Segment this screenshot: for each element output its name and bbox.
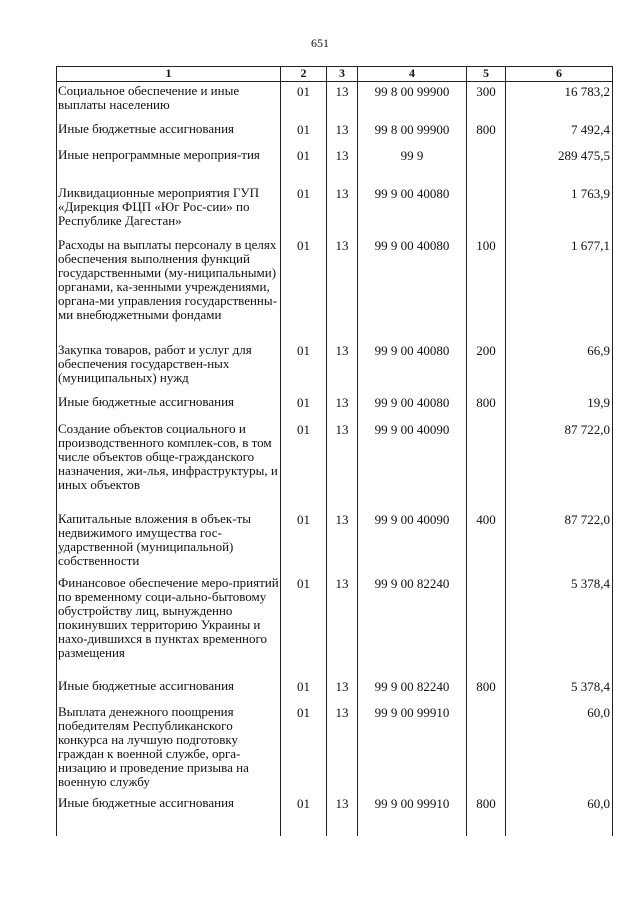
row-csr: 99 9 00 99910 (374, 796, 450, 811)
row-rz: 01 (297, 343, 310, 358)
row-pr: 13 (335, 395, 349, 410)
row-sum: 289 475,5 (558, 148, 610, 163)
row-csr: 99 9 00 40090 (374, 422, 450, 437)
row-pr: 13 (335, 186, 349, 201)
row-name: Выплата денежного поощрения победителям Республиканского конкурса на лучшую подготовку граждан к военной службе, орга-низацию и проведение призыва на военную службу (58, 704, 249, 789)
row-vr: 300 (476, 84, 496, 99)
row-vr: 800 (476, 122, 496, 137)
row-sum: 87 722,0 (564, 512, 610, 527)
col-border-0 (56, 66, 57, 836)
row-pr: 13 (335, 576, 349, 591)
col-border-4 (466, 66, 467, 836)
row-name: Капитальные вложения в объек-ты недвижимого имущества гос-ударственной (муниципальной) собственности (58, 511, 251, 568)
row-name: Иные непрограммные мероприя-тия (58, 147, 260, 162)
row-name: Иные бюджетные ассигнования (58, 678, 235, 693)
row-sum: 66,9 (587, 343, 610, 358)
row-rz: 01 (297, 238, 310, 253)
header-bottom-border (56, 81, 613, 82)
row-rz: 01 (297, 84, 310, 99)
row-rz: 01 (297, 186, 310, 201)
row-sum: 87 722,0 (564, 422, 610, 437)
row-pr: 13 (335, 705, 349, 720)
row-name: Создание объектов социального и производственного комплек-сов, в том числе объектов обще-гражданского назначения, жи-лья, инфраструктуры, и иных объектов (58, 421, 278, 492)
row-pr: 13 (335, 84, 349, 99)
row-csr: 99 8 00 99900 (374, 122, 450, 137)
row-rz: 01 (297, 796, 310, 811)
row-pr: 13 (335, 343, 349, 358)
col-border-6 (612, 66, 613, 836)
row-csr: 99 9 00 40080 (374, 343, 450, 358)
row-name: Закупка товаров, работ и услуг для обеспечения государствен-ных (муниципальных) нужд (58, 342, 252, 385)
header-col-3: 3 (339, 66, 345, 80)
row-name: Социальное обеспечение и иные выплаты населению (58, 83, 240, 112)
row-rz: 01 (297, 512, 310, 527)
row-pr: 13 (335, 122, 349, 137)
row-sum: 7 492,4 (571, 122, 610, 137)
row-name: Иные бюджетные ассигнования (58, 394, 235, 409)
row-name: Иные бюджетные ассигнования (58, 121, 235, 136)
row-pr: 13 (335, 679, 349, 694)
row-csr: 99 9 00 82240 (374, 679, 450, 694)
row-rz: 01 (297, 705, 310, 720)
row-rz: 01 (297, 422, 310, 437)
row-pr: 13 (335, 796, 349, 811)
header-col-1: 1 (165, 66, 172, 80)
row-vr: 100 (476, 238, 496, 253)
row-sum: 16 783,2 (564, 84, 610, 99)
page-number: 651 (311, 36, 329, 50)
row-pr: 13 (335, 422, 349, 437)
row-rz: 01 (297, 395, 310, 410)
row-sum: 19,9 (587, 395, 610, 410)
row-csr: 99 9 00 99910 (374, 705, 450, 720)
row-pr: 13 (335, 238, 349, 253)
row-csr: 99 9 00 40080 (374, 186, 450, 201)
row-vr: 800 (476, 679, 496, 694)
header-col-5: 5 (483, 66, 489, 80)
row-name: Финансовое обеспечение меро-приятий по временному соци-ально-бытовому обустройству лиц, вынужденно покинувших территорию Украины и нахо-дившихся в пунктах временного размещения (58, 575, 279, 660)
header-col-4: 4 (409, 66, 415, 80)
header-col-2: 2 (300, 66, 307, 80)
row-csr: 99 9 00 82240 (374, 576, 450, 591)
row-sum: 5 378,4 (571, 679, 610, 694)
row-vr: 800 (476, 395, 496, 410)
row-rz: 01 (297, 148, 310, 163)
row-rz: 01 (297, 679, 310, 694)
row-rz: 01 (297, 576, 310, 591)
row-name: Иные бюджетные ассигнования (58, 795, 235, 810)
row-name: Расходы на выплаты персоналу в целях обеспечения выполнения функций государственными (му-ниципальными) органами, ка-зенными учреждениями, органа-ми управления государственны-ми внебюджетными фондами (58, 237, 277, 322)
row-sum: 60,0 (587, 796, 610, 811)
row-vr: 400 (476, 512, 496, 527)
row-csr: 99 8 00 99900 (374, 84, 450, 99)
row-sum: 1 763,9 (571, 186, 610, 201)
row-csr: 99 9 00 40080 (374, 238, 450, 253)
row-vr: 800 (476, 796, 496, 811)
row-sum: 5 378,4 (571, 576, 610, 591)
row-pr: 13 (335, 512, 349, 527)
row-name: Ликвидационные мероприятия ГУП «Дирекция ФЦП «Юг Рос-сии» по Республике Дагестан» (58, 185, 260, 228)
row-pr: 13 (335, 148, 349, 163)
row-sum: 60,0 (587, 705, 610, 720)
row-csr: 99 9 (400, 148, 424, 163)
row-vr: 200 (476, 343, 496, 358)
row-rz: 01 (297, 122, 310, 137)
row-csr: 99 9 00 40090 (374, 512, 450, 527)
row-sum: 1 677,1 (571, 238, 610, 253)
row-csr: 99 9 00 40080 (374, 395, 450, 410)
header-col-6: 6 (556, 66, 562, 80)
